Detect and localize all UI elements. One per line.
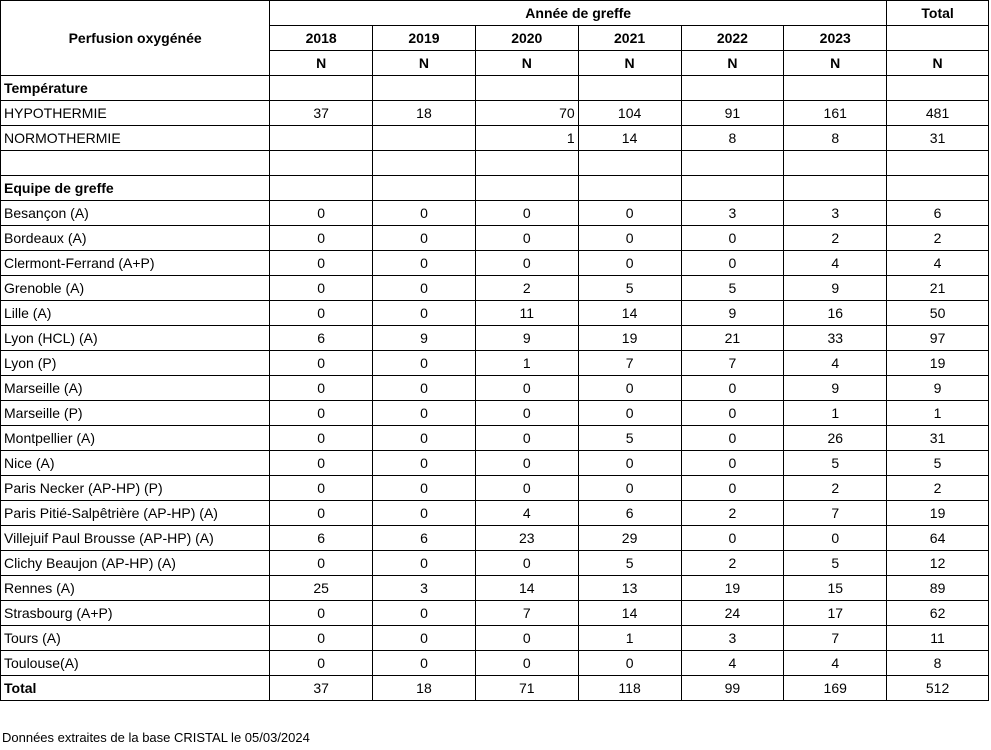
empty-cell: [475, 76, 578, 101]
value-cell: 0: [373, 201, 476, 226]
table-row: [1, 451, 989, 476]
row-total-cell: 11: [887, 626, 989, 651]
row-label: Rennes (A): [1, 576, 270, 601]
value-cell: 0: [373, 476, 476, 501]
row-total-cell: 19: [887, 501, 989, 526]
empty-cell: [270, 151, 373, 176]
value-cell: 19: [681, 576, 784, 601]
value-cell: [373, 126, 476, 151]
value-cell: 7: [578, 351, 681, 376]
value-cell: 9: [681, 301, 784, 326]
value-cell: 0: [270, 651, 373, 676]
table-header: [1, 1, 989, 76]
total-cell: 169: [784, 676, 887, 701]
row-total-cell: 8: [887, 651, 989, 676]
row-total-cell: 2: [887, 226, 989, 251]
empty-cell: [373, 151, 476, 176]
n-header: N: [784, 51, 887, 76]
value-cell: 4: [784, 251, 887, 276]
value-cell: 6: [373, 526, 476, 551]
value-cell: 0: [578, 251, 681, 276]
empty-cell: [373, 76, 476, 101]
value-cell: 18: [373, 101, 476, 126]
value-cell: 0: [475, 251, 578, 276]
value-cell: 0: [475, 451, 578, 476]
row-total-cell: 2: [887, 476, 989, 501]
value-cell: 9: [373, 326, 476, 351]
value-cell: 0: [373, 276, 476, 301]
row-label: Clichy Beaujon (AP-HP) (A): [1, 551, 270, 576]
value-cell: 0: [373, 301, 476, 326]
value-cell: 25: [270, 576, 373, 601]
empty-cell: [270, 176, 373, 201]
value-cell: 24: [681, 601, 784, 626]
value-cell: 3: [373, 576, 476, 601]
value-cell: 0: [270, 276, 373, 301]
value-cell: 0: [681, 251, 784, 276]
empty-cell: [887, 76, 989, 101]
value-cell: 0: [270, 376, 373, 401]
section-title-row: [1, 176, 989, 201]
table-row: [1, 101, 989, 126]
section-title: Température: [1, 76, 270, 101]
value-cell: 9: [475, 326, 578, 351]
value-cell: 0: [681, 401, 784, 426]
n-header: N: [475, 51, 578, 76]
value-cell: 0: [270, 201, 373, 226]
value-cell: 14: [578, 126, 681, 151]
value-cell: 4: [784, 351, 887, 376]
value-cell: 0: [373, 551, 476, 576]
value-cell: 33: [784, 326, 887, 351]
row-total-cell: 4: [887, 251, 989, 276]
n-header: N: [887, 51, 989, 76]
row-label: Besançon (A): [1, 201, 270, 226]
value-cell: 0: [475, 551, 578, 576]
year-header: 2022: [681, 26, 784, 51]
n-header: N: [270, 51, 373, 76]
value-cell: 0: [373, 651, 476, 676]
row-total-cell: 31: [887, 126, 989, 151]
value-cell: 0: [270, 401, 373, 426]
value-cell: 4: [784, 651, 887, 676]
year-header: 2020: [475, 26, 578, 51]
value-cell: 0: [373, 601, 476, 626]
value-cell: 5: [578, 276, 681, 301]
row-label: Strasbourg (A+P): [1, 601, 270, 626]
value-cell: 37: [270, 101, 373, 126]
total-cell: 18: [373, 676, 476, 701]
empty-cell: [681, 176, 784, 201]
row-total-cell: 64: [887, 526, 989, 551]
value-cell: 2: [475, 276, 578, 301]
row-total-cell: 21: [887, 276, 989, 301]
value-cell: 8: [681, 126, 784, 151]
value-cell: 0: [373, 501, 476, 526]
table-row: [1, 501, 989, 526]
value-cell: 0: [784, 526, 887, 551]
empty-cell: [681, 151, 784, 176]
value-cell: 0: [373, 426, 476, 451]
value-cell: 0: [475, 426, 578, 451]
empty-cell: [578, 76, 681, 101]
value-cell: 0: [578, 201, 681, 226]
value-cell: 5: [681, 276, 784, 301]
row-label: Paris Pitié-Salpêtrière (AP-HP) (A): [1, 501, 270, 526]
row-total-cell: 31: [887, 426, 989, 451]
row-total-cell: 6: [887, 201, 989, 226]
value-cell: 2: [784, 476, 887, 501]
value-cell: 14: [578, 601, 681, 626]
empty-cell: [784, 76, 887, 101]
empty-cell: [373, 176, 476, 201]
value-cell: 2: [681, 551, 784, 576]
value-cell: 0: [270, 226, 373, 251]
value-cell: 0: [270, 351, 373, 376]
row-label: Toulouse(A): [1, 651, 270, 676]
value-cell: 17: [784, 601, 887, 626]
table-row: [1, 301, 989, 326]
value-cell: 0: [270, 601, 373, 626]
row-label: Grenoble (A): [1, 276, 270, 301]
value-cell: 6: [270, 526, 373, 551]
value-cell: 0: [578, 451, 681, 476]
value-cell: 0: [373, 251, 476, 276]
year-header: 2023: [784, 26, 887, 51]
value-cell: 161: [784, 101, 887, 126]
value-cell: 0: [681, 476, 784, 501]
total-header: Total: [887, 1, 989, 26]
value-cell: 7: [681, 351, 784, 376]
spacer-row: [1, 151, 989, 176]
value-cell: 0: [475, 401, 578, 426]
value-cell: 0: [373, 626, 476, 651]
value-cell: 0: [270, 476, 373, 501]
value-cell: 0: [578, 226, 681, 251]
value-cell: 0: [373, 351, 476, 376]
row-label: Tours (A): [1, 626, 270, 651]
table-row: [1, 251, 989, 276]
value-cell: 7: [784, 626, 887, 651]
value-cell: 2: [681, 501, 784, 526]
value-cell: 0: [270, 451, 373, 476]
value-cell: 0: [475, 201, 578, 226]
total-cell: 71: [475, 676, 578, 701]
value-cell: 0: [270, 426, 373, 451]
section-title-row: [1, 76, 989, 101]
value-cell: 70: [475, 101, 578, 126]
value-cell: 0: [475, 476, 578, 501]
table-row: [1, 651, 989, 676]
row-label: Lille (A): [1, 301, 270, 326]
row-label: Clermont-Ferrand (A+P): [1, 251, 270, 276]
value-cell: 0: [578, 651, 681, 676]
value-cell: 3: [681, 626, 784, 651]
row-label: Villejuif Paul Brousse (AP-HP) (A): [1, 526, 270, 551]
year-group-header: Année de greffe: [270, 1, 887, 26]
empty-cell: [578, 151, 681, 176]
value-cell: 0: [578, 476, 681, 501]
table-row: [1, 626, 989, 651]
row-label: Bordeaux (A): [1, 226, 270, 251]
empty-cell: [784, 151, 887, 176]
year-header: 2018: [270, 26, 373, 51]
row-label: Paris Necker (AP-HP) (P): [1, 476, 270, 501]
value-cell: 16: [784, 301, 887, 326]
value-cell: 6: [270, 326, 373, 351]
value-cell: 0: [475, 226, 578, 251]
value-cell: 4: [681, 651, 784, 676]
value-cell: 104: [578, 101, 681, 126]
row-header-label: Perfusion oxygénée: [1, 1, 270, 76]
row-total-cell: 9: [887, 376, 989, 401]
value-cell: 0: [373, 226, 476, 251]
value-cell: 0: [681, 226, 784, 251]
value-cell: 0: [681, 376, 784, 401]
table-row: [1, 476, 989, 501]
value-cell: 8: [784, 126, 887, 151]
source-note: Données extraites de la base CRISTAL le 05/03/2024: [2, 730, 310, 745]
value-cell: 1: [475, 126, 578, 151]
row-total-cell: 1: [887, 401, 989, 426]
row-total-cell: 481: [887, 101, 989, 126]
value-cell: 0: [475, 626, 578, 651]
value-cell: 14: [475, 576, 578, 601]
empty-cell: [784, 176, 887, 201]
empty-cell: [887, 176, 989, 201]
total-row-label: Total: [1, 676, 270, 701]
row-label: Marseille (P): [1, 401, 270, 426]
value-cell: 9: [784, 376, 887, 401]
value-cell: 0: [270, 551, 373, 576]
value-cell: 9: [784, 276, 887, 301]
value-cell: 29: [578, 526, 681, 551]
table-row: [1, 276, 989, 301]
table-row: [1, 401, 989, 426]
value-cell: 5: [784, 451, 887, 476]
value-cell: 1: [784, 401, 887, 426]
empty-cell: [578, 176, 681, 201]
total-cell: 37: [270, 676, 373, 701]
table-row: [1, 426, 989, 451]
value-cell: 23: [475, 526, 578, 551]
value-cell: 91: [681, 101, 784, 126]
table-row: [1, 551, 989, 576]
empty-cell: [681, 76, 784, 101]
value-cell: 0: [578, 401, 681, 426]
value-cell: 14: [578, 301, 681, 326]
value-cell: 19: [578, 326, 681, 351]
total-row: [1, 676, 989, 701]
value-cell: 11: [475, 301, 578, 326]
value-cell: 3: [784, 201, 887, 226]
row-label: Marseille (A): [1, 376, 270, 401]
n-header: N: [578, 51, 681, 76]
value-cell: 13: [578, 576, 681, 601]
value-cell: [270, 126, 373, 151]
table-body: [1, 76, 989, 676]
row-total-cell: 12: [887, 551, 989, 576]
table-row: [1, 326, 989, 351]
table-row: [1, 226, 989, 251]
n-header: N: [373, 51, 476, 76]
value-cell: 0: [578, 376, 681, 401]
total-cell: 118: [578, 676, 681, 701]
year-header: 2019: [373, 26, 476, 51]
table-row: [1, 351, 989, 376]
value-cell: 7: [784, 501, 887, 526]
grand-total-cell: 512: [887, 676, 989, 701]
value-cell: 0: [373, 451, 476, 476]
section-title: Equipe de greffe: [1, 176, 270, 201]
table-row: [1, 126, 989, 151]
n-header: N: [681, 51, 784, 76]
value-cell: 5: [578, 551, 681, 576]
total-cell: 99: [681, 676, 784, 701]
empty-cell: [887, 151, 989, 176]
value-cell: 6: [578, 501, 681, 526]
row-label: Lyon (P): [1, 351, 270, 376]
value-cell: 0: [681, 451, 784, 476]
value-cell: 4: [475, 501, 578, 526]
row-total-cell: 89: [887, 576, 989, 601]
row-label: HYPOTHERMIE: [1, 101, 270, 126]
empty-cell: [475, 151, 578, 176]
value-cell: 7: [475, 601, 578, 626]
value-cell: 2: [784, 226, 887, 251]
value-cell: 0: [475, 376, 578, 401]
value-cell: 21: [681, 326, 784, 351]
table-row: [1, 201, 989, 226]
value-cell: 0: [373, 401, 476, 426]
value-cell: 0: [270, 501, 373, 526]
row-label: Nice (A): [1, 451, 270, 476]
value-cell: 0: [373, 376, 476, 401]
row-total-cell: 97: [887, 326, 989, 351]
value-cell: 1: [475, 351, 578, 376]
value-cell: 5: [784, 551, 887, 576]
row-total-cell: 62: [887, 601, 989, 626]
year-header: 2021: [578, 26, 681, 51]
value-cell: 0: [270, 626, 373, 651]
empty-cell: [1, 151, 270, 176]
row-label: NORMOTHERMIE: [1, 126, 270, 151]
value-cell: 5: [578, 426, 681, 451]
value-cell: 0: [475, 651, 578, 676]
value-cell: 26: [784, 426, 887, 451]
table-row: [1, 601, 989, 626]
empty-cell: [887, 26, 989, 51]
value-cell: 1: [578, 626, 681, 651]
table-row: [1, 576, 989, 601]
value-cell: 0: [270, 251, 373, 276]
value-cell: 0: [681, 426, 784, 451]
empty-cell: [475, 176, 578, 201]
empty-cell: [270, 76, 373, 101]
row-label: Montpellier (A): [1, 426, 270, 451]
row-label: Lyon (HCL) (A): [1, 326, 270, 351]
value-cell: 0: [270, 301, 373, 326]
table-row: [1, 376, 989, 401]
value-cell: 15: [784, 576, 887, 601]
row-total-cell: 50: [887, 301, 989, 326]
value-cell: 0: [681, 526, 784, 551]
row-total-cell: 19: [887, 351, 989, 376]
row-total-cell: 5: [887, 451, 989, 476]
table-row: [1, 526, 989, 551]
value-cell: 3: [681, 201, 784, 226]
